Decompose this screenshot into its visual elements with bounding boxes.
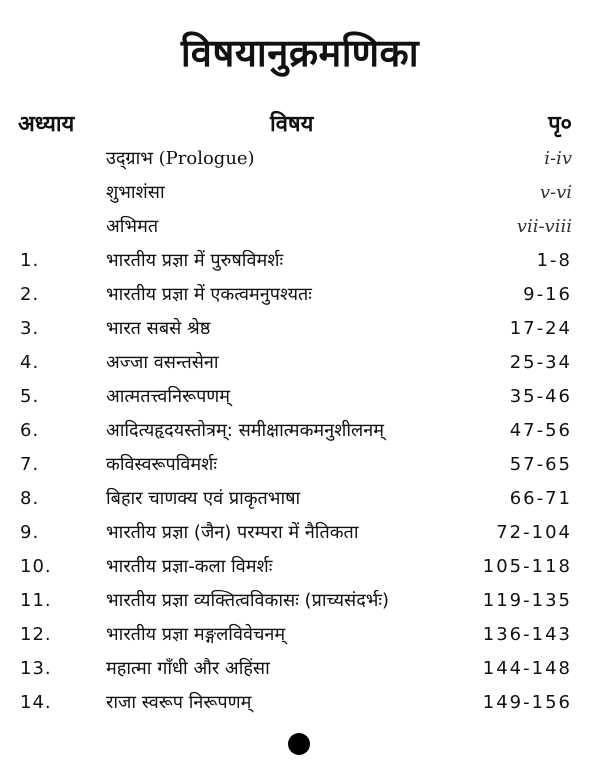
chapter-subject: भारतीय प्रज्ञा मङ्गलविवेचनम् <box>106 624 286 645</box>
column-header-chapter: अध्याय <box>18 112 75 137</box>
chapter-pages: 66-71 <box>509 488 572 509</box>
chapter-subject: भारत सबसे श्रेष्ठ <box>106 318 211 339</box>
chapter-number: 5. <box>20 386 40 407</box>
chapter-number: 11. <box>20 590 52 611</box>
front-matter-pages: v-vi <box>539 182 572 203</box>
chapter-number: 9. <box>20 522 40 543</box>
chapter-number: 7. <box>20 454 40 475</box>
front-matter-subject: उद्ग्राभ (Prologue) <box>106 148 255 169</box>
front-matter-pages: vii-viii <box>516 216 572 237</box>
chapter-number: 12. <box>20 624 52 645</box>
chapter-row <box>0 686 600 720</box>
chapter-pages: 35-46 <box>509 386 572 407</box>
chapter-row <box>0 380 600 414</box>
chapter-subject: भारतीय प्रज्ञा में पुरुषविमर्शः <box>106 250 284 271</box>
chapter-number: 2. <box>20 284 40 305</box>
bullet-dot-ornament <box>288 733 310 755</box>
chapter-subject: बिहार चाणक्य एवं प्राकृतभाषा <box>106 488 301 509</box>
chapter-subject: भारतीय प्रज्ञा-कला विमर्शः <box>106 556 273 577</box>
chapter-pages: 144-148 <box>482 658 572 679</box>
chapter-number: 8. <box>20 488 40 509</box>
chapter-row <box>0 346 600 380</box>
front-matter-pages: i-iv <box>544 148 572 169</box>
front-matter-row <box>0 142 600 176</box>
chapter-subject: महात्मा गाँधी और अहिंसा <box>106 658 270 679</box>
front-matter-row <box>0 210 600 244</box>
chapter-subject: भारतीय प्रज्ञा व्यक्तित्वविकासः (प्राच्यसंदर्भः) <box>106 590 390 611</box>
chapter-pages: 1-8 <box>536 250 572 271</box>
chapter-row <box>0 584 600 618</box>
chapter-pages: 47-56 <box>509 420 572 441</box>
chapter-pages: 136-143 <box>482 624 572 645</box>
chapter-row <box>0 482 600 516</box>
chapter-number: 13. <box>20 658 52 679</box>
chapter-pages: 72-104 <box>496 522 572 543</box>
chapter-row <box>0 516 600 550</box>
chapter-pages: 17-24 <box>509 318 572 339</box>
chapter-subject: कविस्वरूपविमर्शः <box>106 454 218 475</box>
chapter-number: 14. <box>20 692 52 713</box>
chapter-number: 1. <box>20 250 40 271</box>
front-matter-subject: शुभाशंसा <box>106 182 165 203</box>
page-title: विषयानुक्रमणिका <box>180 31 420 75</box>
chapter-subject: आदित्यहृदयस्तोत्रम्: समीक्षात्मकमनुशीलनम् <box>106 420 385 441</box>
chapter-row <box>0 414 600 448</box>
column-header-page: पृ० <box>548 112 572 137</box>
chapter-row <box>0 448 600 482</box>
chapter-pages: 9-16 <box>523 284 572 305</box>
chapter-subject: आत्मतत्त्वनिरूपणम् <box>106 386 231 407</box>
chapter-subject: अज्जा वसन्तसेना <box>106 352 219 373</box>
column-header-subject: विषय <box>270 112 314 137</box>
chapter-subject: भारतीय प्रज्ञा (जैन) परम्परा में नैतिकता <box>106 522 359 543</box>
chapter-subject: राजा स्वरूप निरूपणम् <box>106 692 252 713</box>
chapter-number: 6. <box>20 420 40 441</box>
chapter-row <box>0 244 600 278</box>
chapter-row <box>0 278 600 312</box>
chapter-number: 4. <box>20 352 40 373</box>
chapter-row <box>0 652 600 686</box>
front-matter-row <box>0 176 600 210</box>
chapter-pages: 105-118 <box>482 556 572 577</box>
chapter-pages: 119-135 <box>482 590 572 611</box>
chapter-number: 10. <box>20 556 52 577</box>
chapter-row <box>0 618 600 652</box>
chapter-row <box>0 312 600 346</box>
chapter-pages: 25-34 <box>509 352 572 373</box>
chapter-subject: भारतीय प्रज्ञा में एकत्वमनुपश्यतः <box>106 284 312 305</box>
front-matter-subject: अभिमत <box>106 216 159 237</box>
chapter-row <box>0 550 600 584</box>
chapter-number: 3. <box>20 318 40 339</box>
chapter-pages: 149-156 <box>482 692 572 713</box>
chapter-pages: 57-65 <box>509 454 572 475</box>
